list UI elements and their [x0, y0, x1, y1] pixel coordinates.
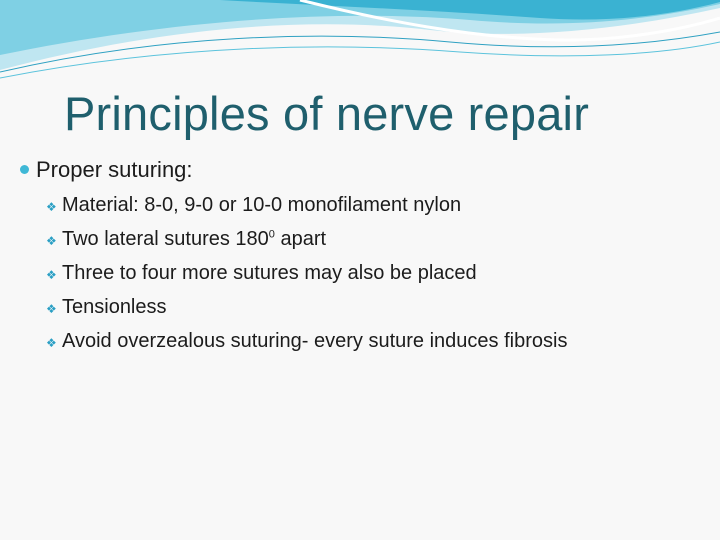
diamond-bullet-icon: ❖ — [46, 302, 57, 316]
header-wave-decoration — [0, 0, 720, 90]
slide-title: Principles of nerve repair — [64, 87, 590, 140]
subbullet-material — [46, 192, 670, 218]
slide-content — [20, 156, 670, 362]
subbullet-avoid-overzealous — [46, 328, 670, 354]
diamond-bullet-icon: ❖ — [46, 234, 57, 248]
subbullet-list — [20, 192, 670, 354]
subbullet-text: Avoid overzealous suturing- every suture induces fibrosis — [62, 330, 568, 352]
bullet-dot-icon — [20, 165, 29, 174]
bullet-text: Proper suturing: — [36, 157, 193, 182]
subbullet-tensionless — [46, 294, 670, 320]
superscript-degree: 0 — [268, 228, 275, 241]
subbullet-text: Material: 8-0, 9-0 or 10-0 monofilament nylon — [62, 194, 462, 216]
subbullet-more-sutures — [46, 260, 670, 286]
subbullet-text-pre: Two lateral sutures 180 — [62, 228, 269, 250]
subbullet-text: Tensionless — [62, 296, 167, 318]
diamond-bullet-icon: ❖ — [46, 200, 57, 214]
subbullet-lateral-sutures — [46, 226, 670, 252]
diamond-bullet-icon: ❖ — [46, 268, 57, 282]
subbullet-text: Three to four more sutures may also be placed — [62, 262, 477, 284]
subbullet-text-post: apart — [274, 228, 327, 250]
bullet-proper-suturing — [20, 156, 670, 184]
diamond-bullet-icon: ❖ — [46, 336, 57, 350]
